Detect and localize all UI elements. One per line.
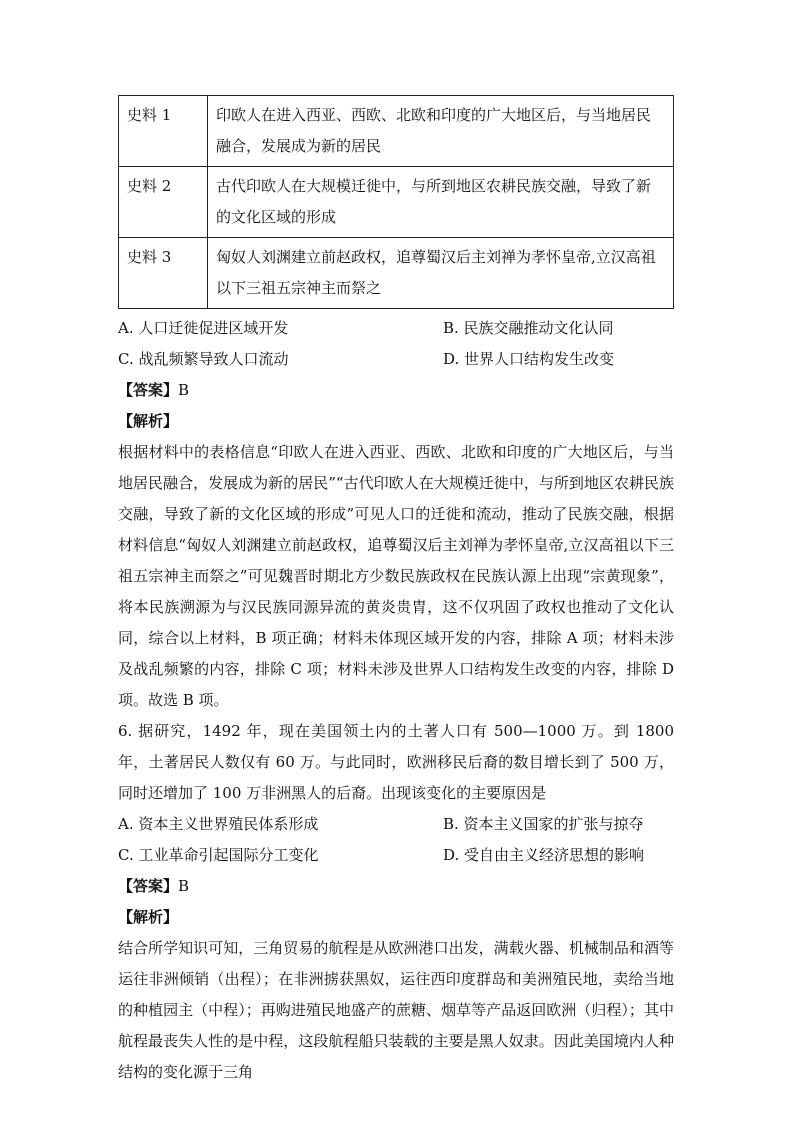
table-row <box>119 167 674 238</box>
q6-stem: 6. 据研究，1492 年，现在美国领土内的土著人口有 500—1000 万。到 1800 年，土著居民人数仅有 60 万。与此同时，欧洲移民后裔的数目增长到了 500 万，同时还增加了 100 万非洲黑人的后裔。出现该变化的主要原因是 <box>118 722 674 802</box>
option-c: C. 战乱频繁导致人口流动 <box>118 350 289 368</box>
option-a: A. 资本主义世界殖民体系形成 <box>118 815 319 833</box>
answer-tag: 【答案】 <box>118 877 179 895</box>
option-d: D. 世界人口结构发生改变 <box>443 350 615 368</box>
source-label: 史料 2 <box>119 167 208 238</box>
answer-value: B <box>178 877 190 895</box>
option-c: C. 工业革命引起国际分工变化 <box>118 846 319 864</box>
q6-analysis: 结合所学知识可知，三角贸易的航程是从欧洲港口出发，满载火器、机械制品和酒等运往非洲倾销（出程）；在非洲掳获黑奴，运往西印度群岛和美洲殖民地，卖给当地的种植园主（中程）；再购进殖民地盛产的蔗糖、烟草等产品返回欧洲（归程）；其中航程最丧失人性的是中程，这段航程船只装载的主要是黑人奴隶。因此美国境内人种结构的变化源于三角 <box>118 939 674 1081</box>
q5-analysis: 根据材料中的表格信息“印欧人在进入西亚、西欧、北欧和印度的广大地区后，与当地居民融合，发展成为新的居民”“古代印欧人在大规模迁徙中，与所到地区农耕民族交融，导致了新的文化区域的形成”可见人口的迁徙和流动，推动了民族交融，根据材料信息“匈奴人刘渊建立前赵政权，追尊蜀汉后主刘禅为孝怀皇帝,立汉高祖以下三祖五宗神主而祭之”可见魏晋时期北方少数民族政权在民族认源上出现“宗黄现象”，将本民族溯源为与汉民族同源异流的黄炎贵胄，这不仅巩固了政权也推动了文化认同，综合以上材料，B 项正确；材料未体现区域开发的内容，排除 A 项；材料未涉及战乱频繁的内容，排除 C 项；材料未涉及世界人口结构发生改变的内容，排除 D 项。故选 B 项。 <box>118 443 674 709</box>
q6-options <box>118 809 674 871</box>
table-row <box>119 96 674 167</box>
document-page <box>118 95 674 1088</box>
q5-options <box>118 313 674 375</box>
table-row <box>119 238 674 309</box>
source-label: 史料 3 <box>119 238 208 309</box>
source-text: 匈奴人刘渊建立前赵政权，追尊蜀汉后主刘禅为孝怀皇帝,立汉高祖以下三祖五宗神主而祭之 <box>208 238 674 309</box>
option-d: D. 受自由主义经济思想的影响 <box>443 846 645 864</box>
option-b: B. 民族交融推动文化认同 <box>443 319 614 337</box>
source-text: 印欧人在进入西亚、西欧、北欧和印度的广大地区后，与当地居民融合，发展成为新的居民 <box>208 96 674 167</box>
answer-value: B <box>178 381 190 399</box>
source-table <box>118 95 674 309</box>
answer-tag: 【答案】 <box>118 381 179 399</box>
q6-analysis-tag: 【解析】 <box>118 908 179 926</box>
option-a: A. 人口迁徙促进区域开发 <box>118 319 289 337</box>
q5-analysis-tag: 【解析】 <box>118 412 179 430</box>
option-b: B. 资本主义国家的扩张与掠夺 <box>443 815 644 833</box>
source-label: 史料 1 <box>119 96 208 167</box>
source-text: 古代印欧人在大规模迁徙中，与所到地区农耕民族交融，导致了新的文化区域的形成 <box>208 167 674 238</box>
q5-answer <box>118 375 674 406</box>
q6-answer <box>118 871 674 902</box>
